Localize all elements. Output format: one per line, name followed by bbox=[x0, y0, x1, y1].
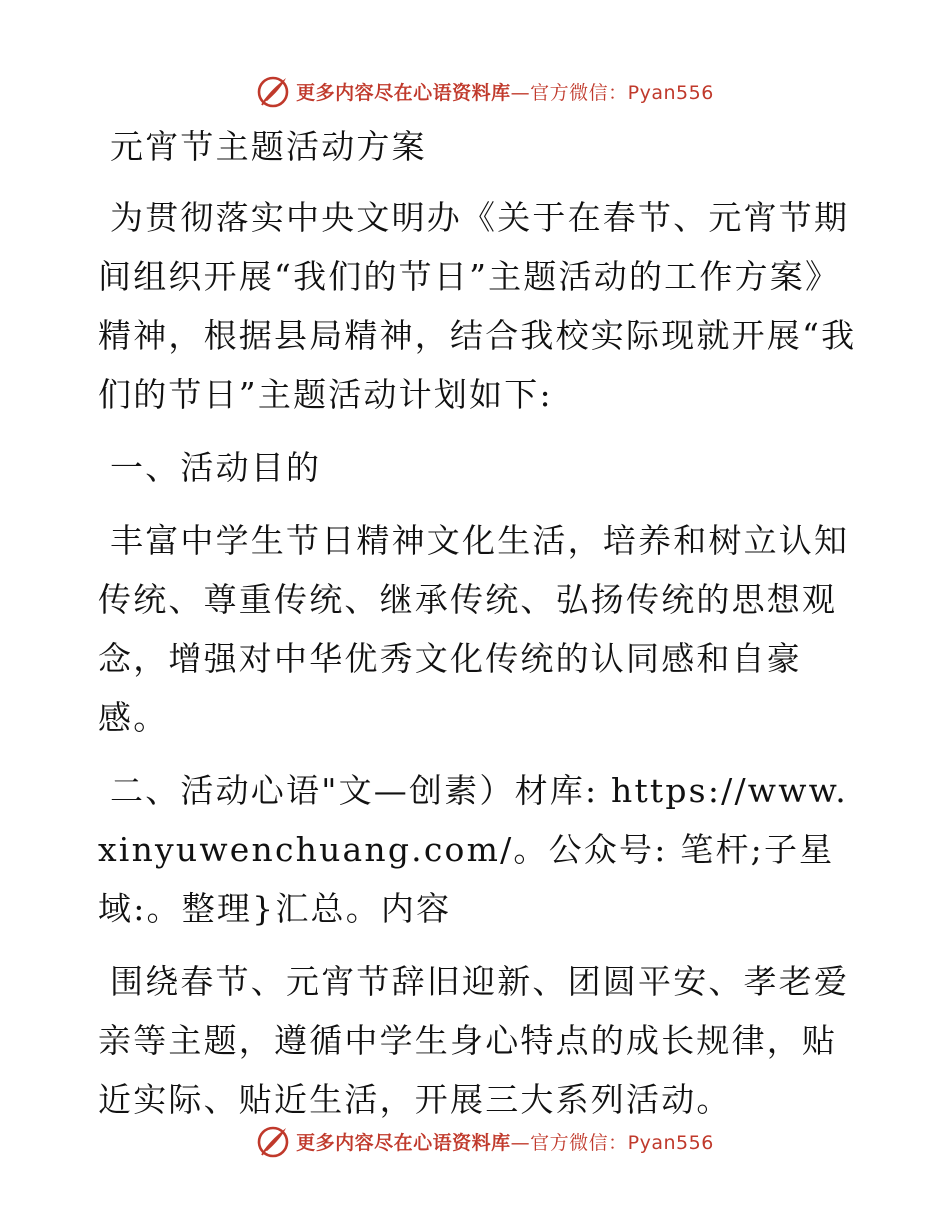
footer-banner-inner bbox=[256, 1124, 714, 1158]
header-banner-text bbox=[296, 78, 714, 105]
banner-brand-text: 更多内容尽在心语资料库 bbox=[296, 1131, 511, 1154]
banner-separator: — bbox=[510, 81, 531, 104]
document-title: 元宵节主题活动方案 bbox=[110, 127, 427, 166]
banner-wechat-text: 官方微信：Pyan556 bbox=[530, 1131, 714, 1154]
footer-banner-text bbox=[296, 1128, 714, 1155]
document-body bbox=[98, 117, 858, 1129]
banner-wechat-text: 官方微信：Pyan556 bbox=[530, 81, 714, 104]
quill-logo-icon bbox=[256, 1124, 290, 1158]
section1-heading: 一、活动目的 bbox=[110, 448, 322, 487]
intro-paragraph: 为贯彻落实中央文明办《关于在春节、元宵节期间组织开展“我们的节日”主题活动的工作方案》精神，根据县局精神，结合我校实际现就开展“我们的节日”主题活动计划如下: bbox=[98, 198, 857, 414]
section1-paragraph: 丰富中学生节日精神文化生活，培养和树立认知传统、尊重传统、继承传统、弘扬传统的思想观念，增强对中华优秀文化传统的认同感和自豪感。 bbox=[98, 521, 850, 737]
banner-separator: — bbox=[510, 1131, 531, 1154]
header-banner bbox=[0, 71, 950, 111]
banner-brand-text: 更多内容尽在心语资料库 bbox=[296, 81, 511, 104]
header-banner-inner bbox=[256, 74, 714, 108]
section2-paragraph: 围绕春节、元宵节辞旧迎新、团圆平安、孝老爱亲等主题，遵循中学生身心特点的成长规律，贴近实际、贴近生活，开展三大系列活动。 bbox=[98, 962, 850, 1119]
section2-heading: 二、活动心语"文—创素）材库: https://www.xinyuwenchuang.com/。公众号: 笔杆;子星域:。整理}汇总。内容 bbox=[98, 771, 848, 928]
footer-banner bbox=[0, 1121, 950, 1161]
quill-logo-icon bbox=[256, 74, 290, 108]
